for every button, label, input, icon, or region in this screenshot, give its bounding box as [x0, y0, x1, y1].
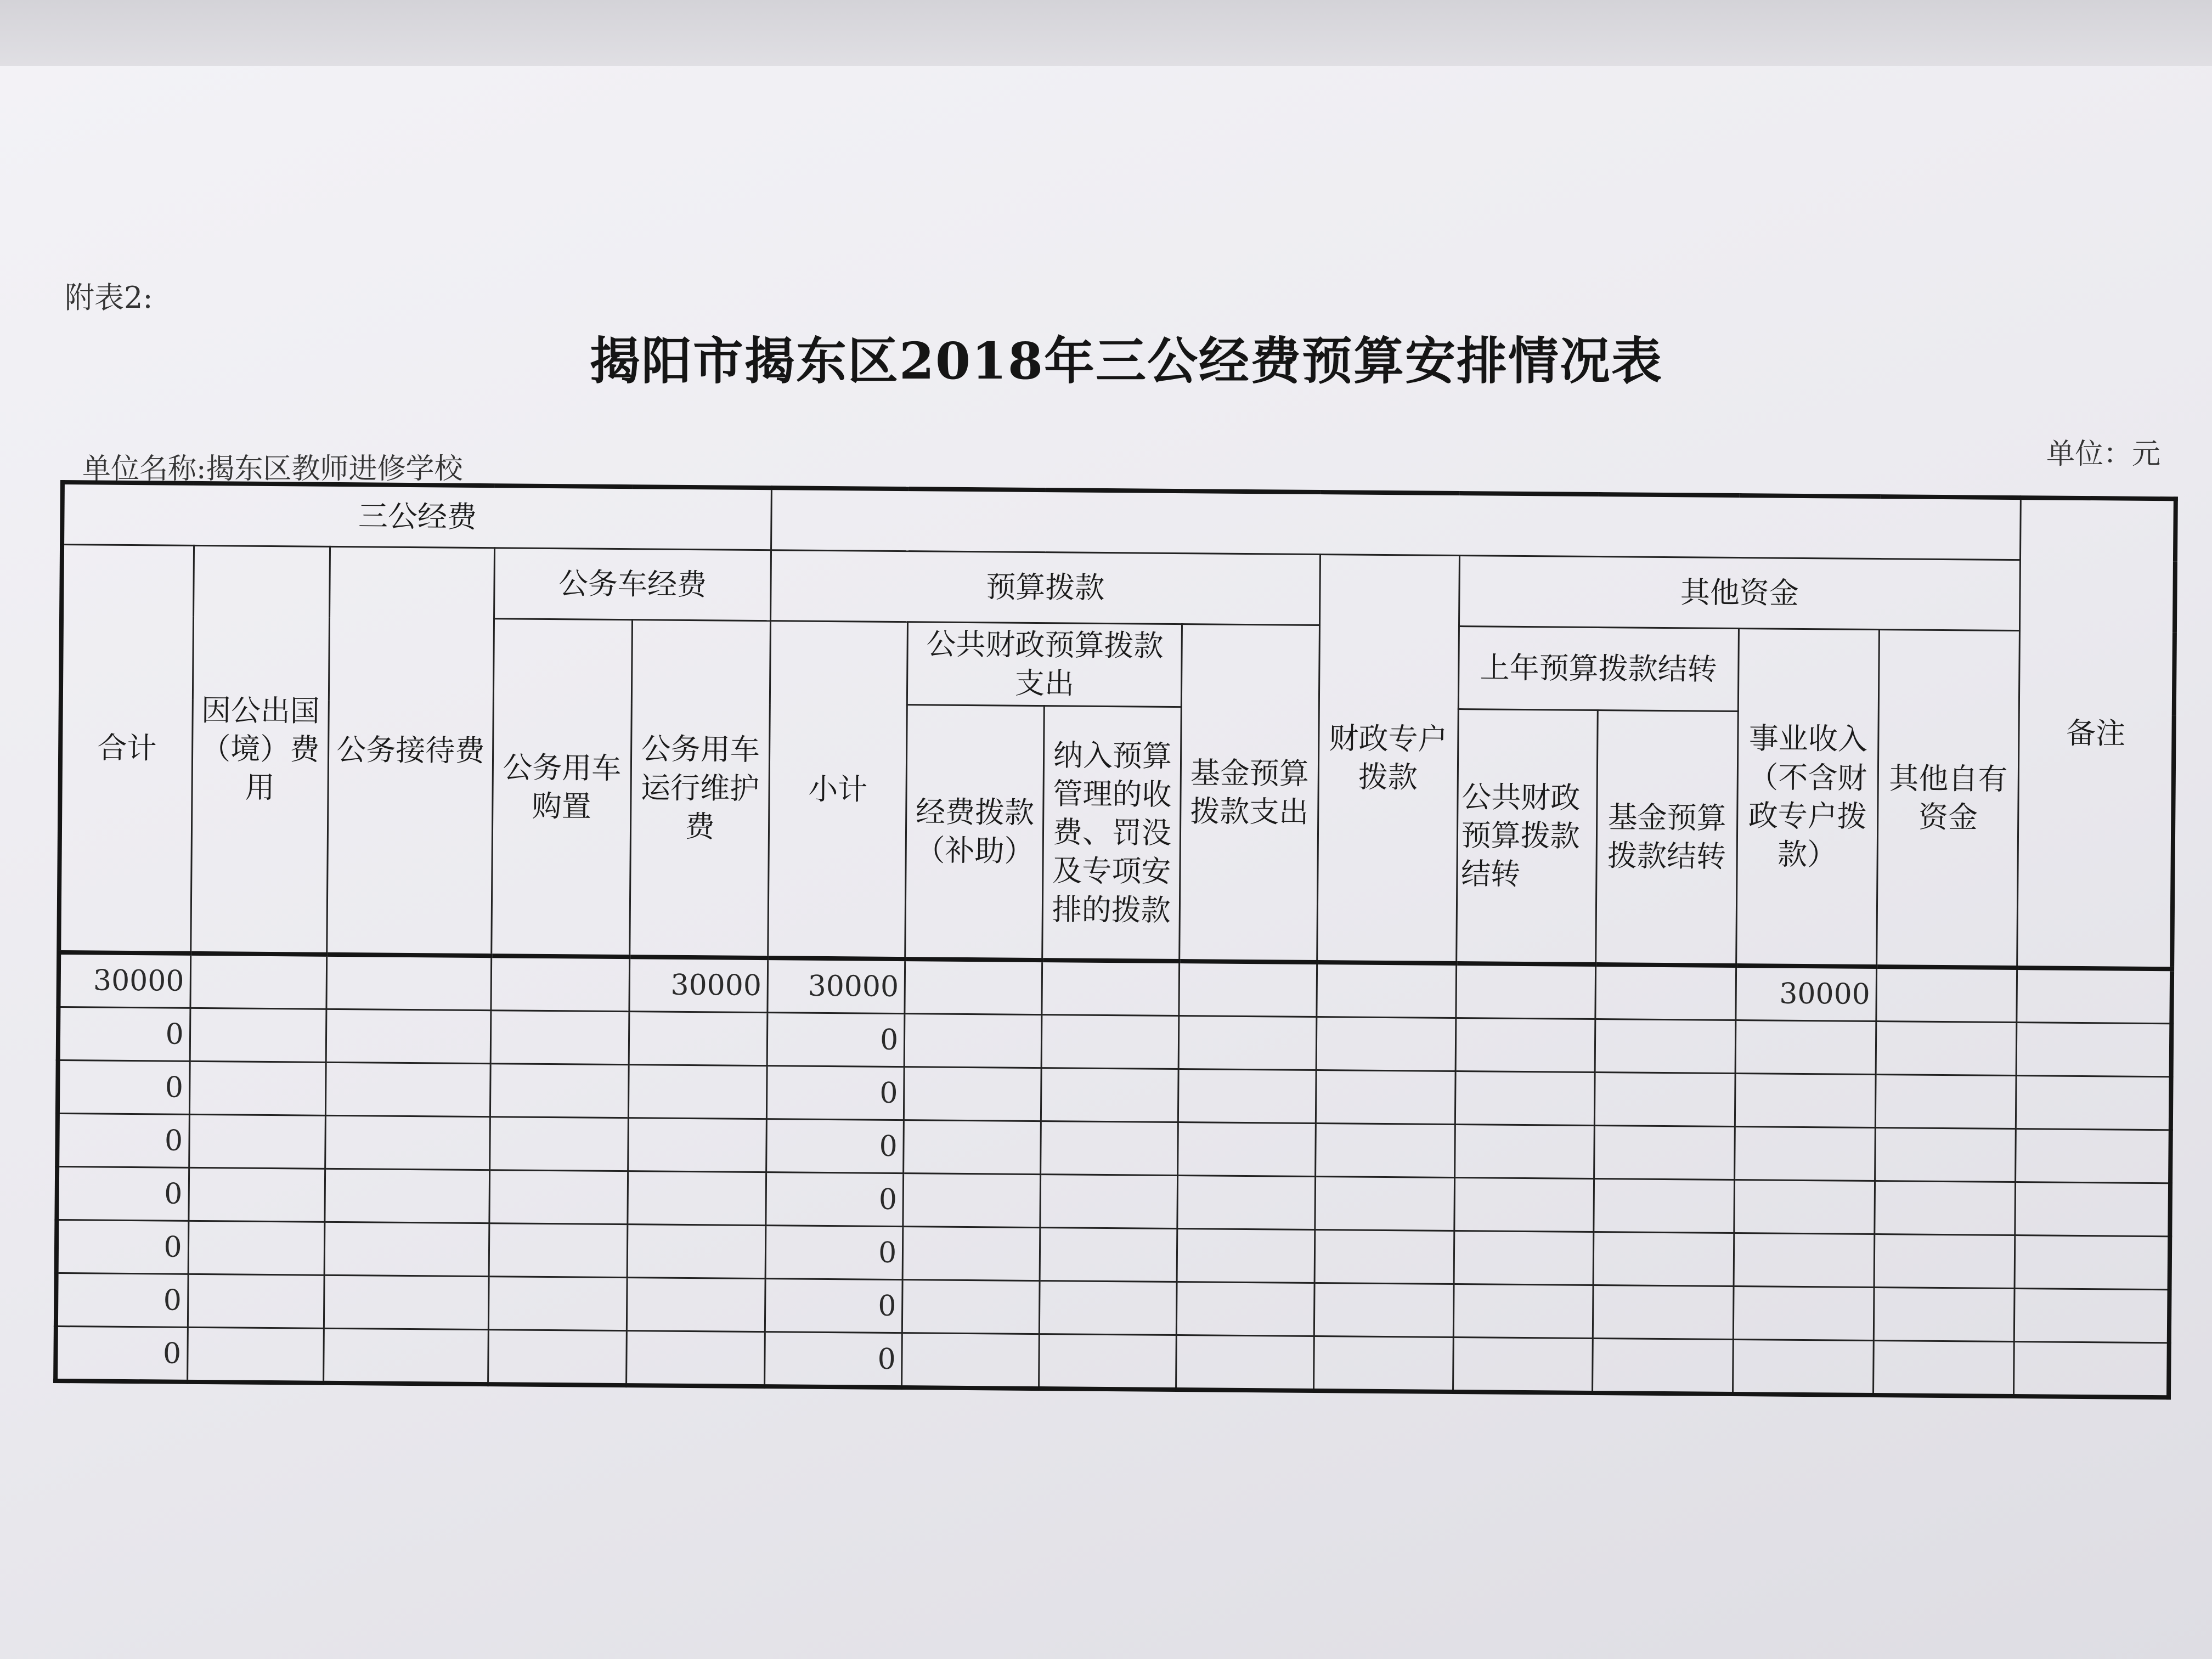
table-cell: [2016, 1129, 2171, 1183]
header-yusuan-bokuan: 预算拨款: [771, 550, 1320, 625]
table-cell: [1040, 1175, 1178, 1229]
table-cell: [1314, 1177, 1454, 1231]
table-cell: [1595, 964, 1736, 1020]
table-cell: [190, 1008, 326, 1063]
header-nairu-yusuan: 纳入预算管理的收费、罚没及专项安排的拨款: [1042, 706, 1182, 961]
table-cell: [627, 1331, 765, 1386]
table-cell: [489, 1223, 628, 1278]
table-cell: [189, 1062, 326, 1116]
table-cell: [1177, 1282, 1314, 1336]
table-cell: [2015, 1235, 2170, 1290]
table-cell: [325, 1169, 490, 1223]
table-cell: 0: [766, 1119, 904, 1173]
table-cell: [628, 1171, 766, 1226]
table-cell: [488, 1277, 627, 1331]
header-shiye-shouru: 事业收入（不含财政专户拨款）: [1736, 629, 1880, 967]
table-cell: [490, 1011, 629, 1065]
header-heji: 合计: [59, 545, 194, 954]
unit-name-label: 单位名称:揭东区教师进修学校: [82, 453, 463, 486]
table-cell: [1735, 1020, 1876, 1075]
header-jiedai: 公务接待费: [326, 546, 494, 956]
table-cell: [2014, 1342, 2169, 1398]
table-cell: [325, 1063, 490, 1117]
table-cell: 0: [55, 1327, 188, 1382]
table-cell: [1176, 1335, 1314, 1391]
table-cell: [1177, 1176, 1315, 1230]
table-cell: 30000: [629, 957, 768, 1013]
table-cell: [2015, 1182, 2170, 1237]
table-cell: [1874, 1234, 2015, 1289]
header-qita-ziyou: 其他自有资金: [1877, 630, 2020, 968]
table-cell: [629, 1012, 768, 1066]
table-cell: [628, 1118, 767, 1172]
table-cell: 30000: [58, 952, 190, 1008]
table-cell: [1876, 1022, 2017, 1076]
table-cell: [628, 1065, 767, 1119]
table-cell: 0: [767, 1066, 905, 1120]
table-cell: [1316, 962, 1456, 1018]
header-blank-span: [771, 488, 2021, 560]
table-cell: 30000: [768, 958, 905, 1014]
table-cell: [325, 1116, 490, 1170]
table-cell: [2014, 1289, 2169, 1343]
table-cell: [1875, 1075, 2016, 1129]
table-cell: [1040, 1228, 1177, 1282]
table-cell: [491, 956, 630, 1012]
table-cell: [1875, 1181, 2016, 1235]
table-cell: 30000: [1736, 966, 1877, 1022]
budget-table: [53, 480, 2178, 1400]
table-cell: 0: [58, 1007, 190, 1062]
table-cell: [902, 1227, 1040, 1281]
table-cell: 0: [56, 1273, 188, 1328]
table-cell: [1316, 1070, 1455, 1125]
header-gonggong-jiezhuan: 公共财政预算拨款结转: [1456, 709, 1598, 964]
table-cell: [189, 1168, 325, 1222]
budget-table-wrapper: [53, 480, 2178, 1400]
header-gongwuche: 公务车经费: [494, 548, 771, 621]
table-cell: [1040, 1281, 1177, 1335]
table-cell: [190, 953, 327, 1009]
table-cell: [1876, 967, 2017, 1023]
header-jijin-yusuan: 基金预算拨款支出: [1180, 624, 1319, 963]
table-cell: [323, 1329, 488, 1385]
table-cell: [902, 1280, 1040, 1334]
table-cell: [1456, 963, 1596, 1019]
table-cell: 0: [766, 1172, 904, 1227]
table-cell: [1874, 1341, 2015, 1397]
table-cell: [904, 1067, 1042, 1121]
table-cell: [1594, 1073, 1735, 1127]
table-cell: [1733, 1286, 1874, 1341]
table-cell: [1874, 1288, 2015, 1342]
table-cell: [1875, 1128, 2016, 1182]
table-cell: [1178, 1122, 1316, 1177]
table-cell: [1593, 1232, 1734, 1286]
table-cell: [1041, 1068, 1179, 1122]
table-cell: [1314, 1283, 1454, 1338]
table-cell: [488, 1330, 627, 1385]
table-cell: 0: [765, 1332, 902, 1387]
table-cell: [490, 1064, 629, 1118]
header-caizheng-zhuanhu: 财政专户拨款: [1317, 555, 1459, 964]
table-cell: [1179, 961, 1317, 1017]
table-cell: [1455, 1018, 1595, 1073]
table-cell: [490, 1117, 629, 1171]
table-cell: [189, 1115, 325, 1169]
table-cell: [1314, 1230, 1454, 1284]
table-cell: [324, 1276, 489, 1330]
table-cell: [1177, 1229, 1315, 1283]
table-cell: [188, 1221, 325, 1276]
table-cell: [1594, 1126, 1735, 1180]
table-cell: [903, 1173, 1041, 1228]
table-cell: [1179, 1016, 1317, 1070]
header-gouzhi: 公务用车购置: [492, 619, 633, 957]
table-cell: 0: [765, 1226, 903, 1280]
table-cell: [188, 1274, 324, 1329]
table-cell: [1041, 1015, 1179, 1069]
table-cell: [1734, 1180, 1875, 1234]
table-cell: [1454, 1231, 1594, 1285]
table-cell: [627, 1278, 765, 1332]
table-cell: [1734, 1233, 1875, 1288]
table-cell: [904, 1120, 1041, 1175]
table-cell: [627, 1224, 766, 1279]
table-cell: [902, 1333, 1040, 1389]
table-cell: [1178, 1069, 1316, 1124]
table-cell: [1592, 1339, 1733, 1395]
table-cell: [1454, 1125, 1594, 1179]
table-cell: [1313, 1336, 1453, 1392]
header-xiaoji: 小计: [768, 621, 908, 960]
table-cell: [324, 1222, 489, 1277]
header-shangnian: 上年预算拨款结转: [1458, 627, 1739, 712]
header-yunxing: 公务用车运行维护费: [630, 620, 771, 958]
table-cell: 0: [57, 1220, 189, 1274]
table-cell: [1454, 1178, 1594, 1232]
header-jijin-jiezhuan: 基金预算拨款结转: [1595, 710, 1738, 966]
table-cell: [187, 1328, 324, 1383]
header-jingfei-bokuan: 经费拨款（补助）: [905, 705, 1045, 960]
table-cell: 0: [58, 1060, 190, 1115]
attachment-label: 附表2:: [65, 280, 153, 315]
table-cell: [1041, 1121, 1178, 1176]
table-cell: [489, 1170, 628, 1224]
table-cell: [1039, 1334, 1177, 1390]
header-beizhu: 备注: [2017, 498, 2176, 969]
currency-unit-label: 单位：元: [2046, 438, 2161, 471]
table-cell: [1733, 1340, 1874, 1396]
table-cell: 0: [767, 1013, 905, 1067]
table-cell: [2017, 968, 2172, 1024]
page-title: 揭阳市揭东区2018年三公经费预算安排情况表: [590, 331, 1663, 391]
table-cell: [1042, 960, 1180, 1015]
table-cell: 0: [765, 1279, 902, 1333]
table-cell: [2016, 1023, 2171, 1077]
table-cell: [905, 959, 1042, 1014]
table-cell: [1316, 1017, 1456, 1071]
table-cell: [904, 1014, 1042, 1068]
table-cell: [1453, 1338, 1593, 1393]
table-cell: [326, 1009, 491, 1064]
table-cell: [1455, 1071, 1595, 1126]
table-cell: [1734, 1127, 1875, 1181]
header-qita-zijin: 其他资金: [1459, 556, 2021, 631]
table-cell: [1735, 1074, 1876, 1128]
table-cell: 0: [57, 1167, 189, 1221]
table-cell: 0: [57, 1114, 189, 1168]
table-cell: [1595, 1019, 1736, 1074]
table-cell: [2016, 1076, 2171, 1130]
table-cell: [1453, 1284, 1593, 1339]
table-cell: [1594, 1179, 1735, 1233]
header-gonggong-caizheng: 公共财政预算拨款支出: [907, 622, 1182, 707]
table-body: [55, 952, 2172, 1397]
table-cell: [1315, 1124, 1455, 1178]
header-yingong: 因公出国（境）费用: [190, 545, 330, 955]
table-cell: [326, 955, 492, 1011]
header-sangong: 三公经费: [62, 482, 771, 550]
table-cell: [1593, 1285, 1734, 1340]
